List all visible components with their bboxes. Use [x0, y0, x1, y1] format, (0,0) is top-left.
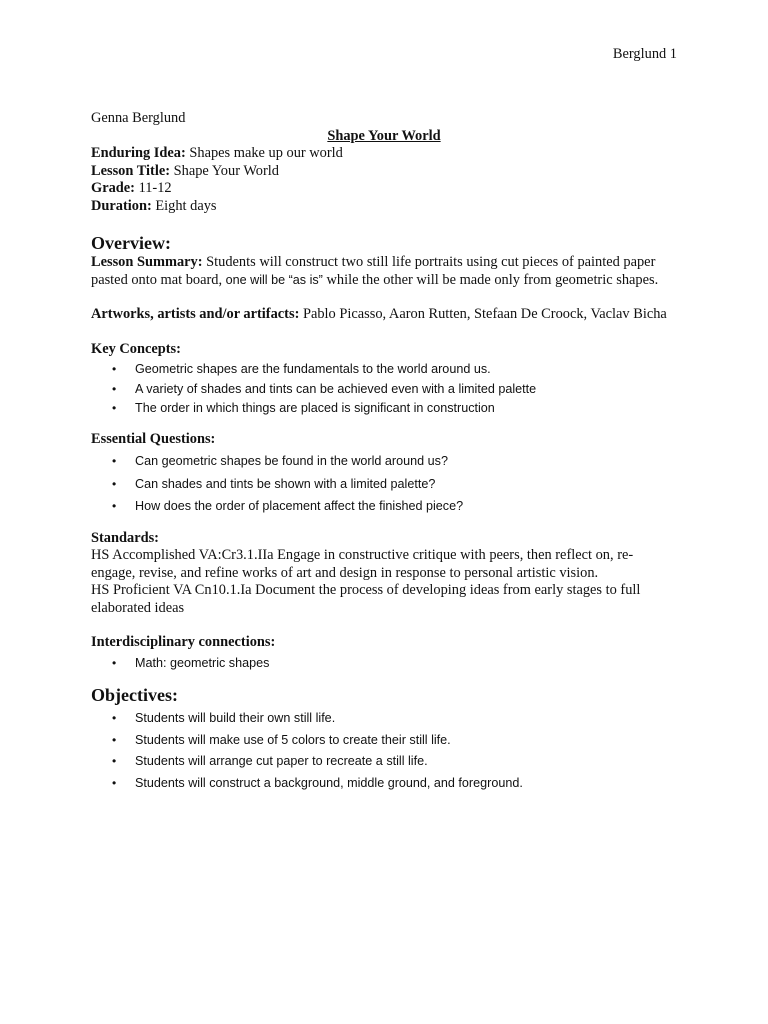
- key-concept-text: A variety of shades and tints can be achieved even with a limited palette: [135, 381, 537, 396]
- duration-value: Eight days: [151, 197, 217, 214]
- list-item: [91, 730, 677, 752]
- interdisciplinary-heading: Interdisciplinary connections:: [91, 634, 276, 650]
- bullet-icon: •: [112, 476, 117, 491]
- list-item: [91, 495, 677, 518]
- bullet-icon: •: [112, 711, 117, 725]
- list-item: [91, 380, 677, 400]
- lesson-title-heading: Shape Your World: [327, 127, 441, 144]
- enduring-idea-label: Enduring Idea:: [91, 145, 186, 161]
- lesson-summary-text-mono: one will be “as is”: [222, 272, 323, 287]
- list-item: [91, 450, 677, 473]
- enduring-idea-value: Shapes make up our world: [185, 145, 343, 161]
- bullet-icon: •: [112, 454, 117, 468]
- bullet-icon: •: [112, 499, 117, 513]
- list-item: [91, 654, 677, 674]
- bullet-icon: •: [112, 381, 117, 396]
- bullet-icon: •: [112, 655, 117, 670]
- bullet-icon: •: [112, 401, 117, 415]
- lesson-summary-text-2: while the other will be made only from geometric shapes.: [322, 271, 659, 288]
- objective-text: Students will build their own still life.: [135, 711, 336, 725]
- key-concept-text: The order in which things are placed is significant in construction: [135, 401, 495, 415]
- standard-accomplished: HS Accomplished VA:Cr3.1.IIa Engage in constructive critique with peers, then reflect on, re-engage, revise, and refine works of art and design in response to personal artistic vision.: [91, 547, 634, 581]
- document-body: [91, 110, 677, 794]
- list-item: [91, 751, 677, 773]
- bullet-icon: •: [112, 775, 117, 790]
- lesson-title-row: [91, 163, 677, 181]
- lesson-summary: [91, 254, 677, 289]
- objectives-heading: Objectives:: [91, 685, 178, 705]
- lesson-title-label: Lesson Title:: [91, 162, 171, 179]
- objectives-list: [91, 708, 677, 794]
- bullet-icon: •: [112, 362, 117, 376]
- grade-value: 11-12: [134, 180, 172, 196]
- grade-label: Grade:: [91, 180, 135, 196]
- essential-questions-heading: Essential Questions:: [91, 430, 216, 447]
- list-item: [91, 773, 677, 795]
- enduring-idea-row: [91, 145, 677, 163]
- standard-proficient: HS Proficient VA Cn10.1.Ia Document the process of developing ideas from early stages to full elaborated ideas: [91, 582, 641, 616]
- lesson-title-value: Shape Your World: [170, 162, 279, 179]
- objective-text: Students will arrange cut paper to recreate a still life.: [135, 754, 428, 768]
- duration-row: [91, 198, 677, 216]
- key-concepts-list: [91, 360, 677, 419]
- list-item: [91, 360, 677, 380]
- artworks-value: Pablo Picasso, Aaron Rutten, Stefaan De Croock, Vaclav Bicha: [299, 306, 667, 322]
- bullet-icon: •: [112, 732, 117, 747]
- interdisciplinary-text: Math: geometric shapes: [135, 655, 270, 670]
- overview-heading: Overview:: [91, 233, 171, 253]
- essential-questions-list: [91, 450, 677, 518]
- page-header-label: Berglund 1: [612, 46, 677, 62]
- objective-text: Students will make use of 5 colors to create their still life.: [135, 732, 451, 747]
- list-item: [91, 399, 677, 419]
- key-concept-text: Geometric shapes are the fundamentals to the world around us.: [135, 362, 491, 376]
- essential-question-text: Can shades and tints be shown with a limited palette?: [135, 476, 436, 491]
- artworks-row: [91, 306, 677, 324]
- essential-question-text: Can geometric shapes be found in the world around us?: [135, 454, 448, 468]
- artworks-label: Artworks, artists and/or artifacts:: [91, 306, 300, 322]
- key-concepts-heading: Key Concepts:: [91, 340, 181, 357]
- lesson-summary-text-1: Students will construct two still life portraits using cut pieces of painted paper pasted onto mat board,: [91, 254, 656, 288]
- duration-label: Duration:: [91, 197, 152, 214]
- objective-text: Students will construct a background, middle ground, and foreground.: [135, 775, 523, 790]
- lesson-summary-label: Lesson Summary:: [91, 254, 203, 270]
- bullet-icon: •: [112, 754, 117, 768]
- list-item: [91, 473, 677, 496]
- interdisciplinary-list: [91, 654, 677, 674]
- grade-row: [91, 180, 677, 198]
- author-name: Genna Berglund: [91, 110, 186, 126]
- essential-question-text: How does the order of placement affect the finished piece?: [135, 499, 464, 513]
- standards-heading: Standards:: [91, 529, 159, 546]
- list-item: [91, 708, 677, 730]
